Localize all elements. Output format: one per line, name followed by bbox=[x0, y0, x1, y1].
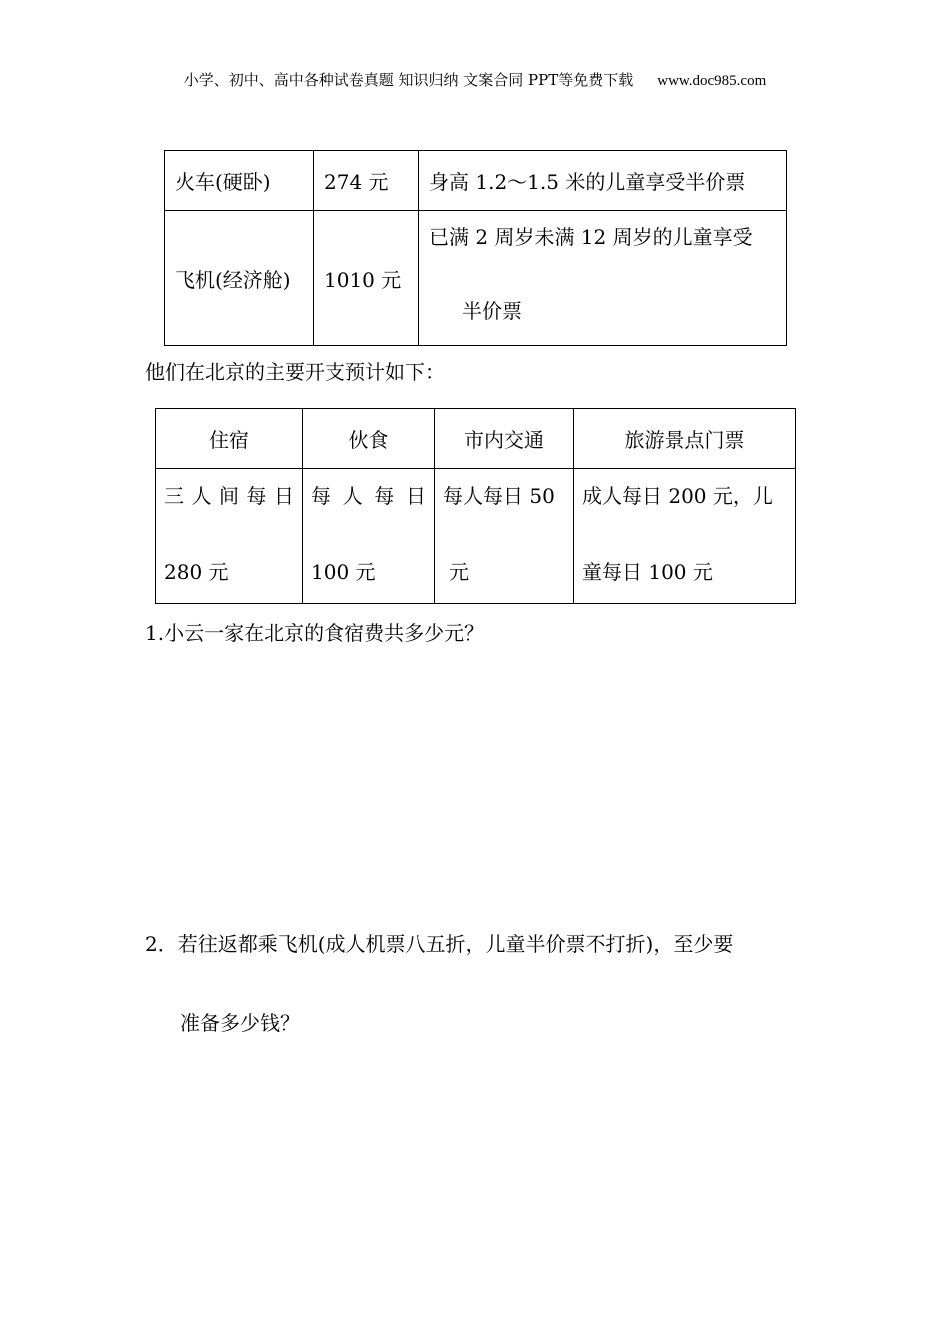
expense-table bbox=[155, 408, 796, 604]
char: 日 bbox=[274, 484, 294, 508]
cell-line: 元 bbox=[449, 560, 469, 584]
char: 间 bbox=[219, 484, 239, 508]
table-row bbox=[165, 211, 787, 346]
question-2: 2．若往返都乘飞机(成人机票八五折，儿童半价票不打折)，至少要 bbox=[145, 932, 734, 956]
table-cell bbox=[574, 469, 796, 604]
page-header bbox=[0, 68, 950, 92]
char: 三 bbox=[164, 484, 184, 508]
char: 人 bbox=[191, 484, 212, 508]
table-cell bbox=[156, 469, 303, 604]
cell-line bbox=[156, 482, 302, 510]
transport-price-table bbox=[164, 150, 787, 346]
cell-line: 童每日 100 元 bbox=[582, 560, 713, 584]
header-text: 小学、初中、高中各种试卷真题 知识归纳 文案合同 PPT等免费下载 bbox=[183, 71, 634, 89]
char: 每 bbox=[374, 484, 395, 508]
table-header-cell: 旅游景点门票 bbox=[574, 409, 796, 469]
question-2-continued: 准备多少钱？ bbox=[180, 1011, 300, 1035]
table-row bbox=[165, 151, 787, 211]
table-header-cell: 伙食 bbox=[303, 409, 435, 469]
cell-line: 成人每日 200 元，儿 bbox=[582, 484, 773, 508]
char: 每 bbox=[311, 484, 331, 508]
cell-line: 280 元 bbox=[164, 560, 229, 584]
table-cell bbox=[435, 469, 574, 604]
char: 人 bbox=[342, 484, 363, 508]
table-cell: 火车(硬卧) bbox=[165, 151, 314, 211]
cell-line bbox=[303, 482, 434, 510]
table-cell: 274 元 bbox=[314, 151, 419, 211]
cell-line: 100 元 bbox=[311, 560, 376, 584]
char: 日 bbox=[405, 484, 426, 508]
table-header-cell: 住宿 bbox=[156, 409, 303, 469]
table-cell: 1010 元 bbox=[314, 211, 419, 346]
table-cell: 身高 1.2～1.5 米的儿童享受半价票 bbox=[419, 151, 787, 211]
table-row bbox=[156, 469, 796, 604]
table-header-cell: 市内交通 bbox=[435, 409, 574, 469]
cell-line: 每人每日 50 bbox=[443, 484, 555, 508]
table-cell: 飞机(经济舱) bbox=[165, 211, 314, 346]
char: 每 bbox=[246, 484, 267, 508]
header-site: www.doc985.com bbox=[657, 73, 767, 89]
question-1: 1.小云一家在北京的食宿费共多少元？ bbox=[145, 621, 485, 645]
table-cell bbox=[303, 469, 435, 604]
table-row bbox=[156, 409, 796, 469]
table-cell: 已满 2 周岁未满 12 周岁的儿童享受 半价票 bbox=[419, 211, 787, 346]
intro-text: 他们在北京的主要开支预计如下： bbox=[145, 360, 445, 384]
